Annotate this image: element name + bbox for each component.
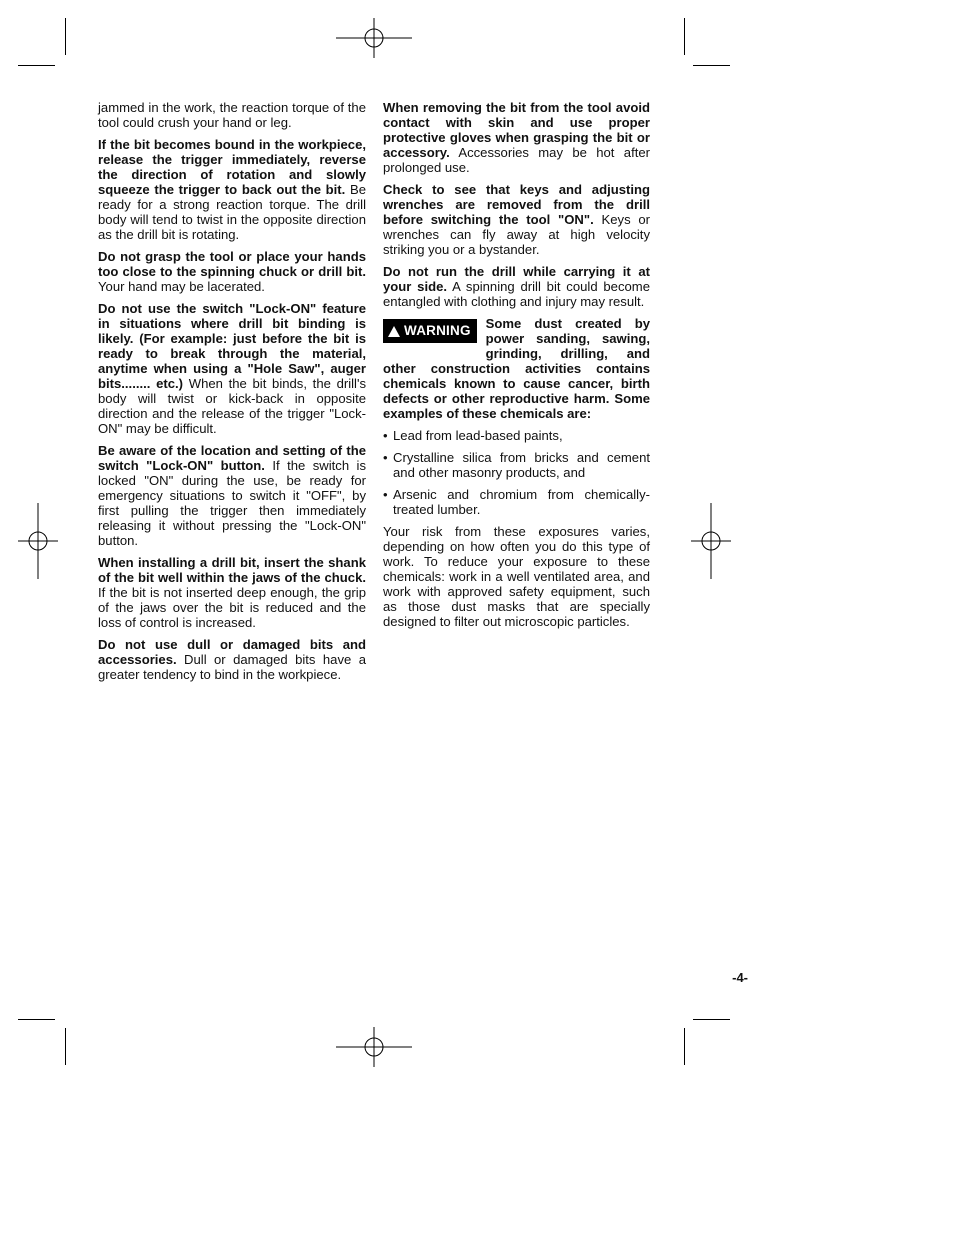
bold-instruction: Do not grasp the tool or place your hands too close to the spinning chuck or drill bit.	[98, 249, 366, 279]
list-item: • Crystalline silica from bricks and cement and other masonry products, and	[383, 450, 650, 480]
page-number: -4-	[732, 970, 748, 985]
right-column	[383, 100, 650, 636]
paragraph: jammed in the work, the reaction torque of the tool could crush your hand or leg.	[98, 100, 366, 130]
warning-triangle-icon	[388, 326, 400, 337]
warning-text: Some dust created by power sanding, sawing, grinding, drilling, and other construction activities contains chemicals known to cause cancer, birth defects or other reproductive harm. Some examples of these chemicals are:	[383, 316, 650, 421]
warning-badge: WARNING	[383, 319, 477, 343]
crop-mark	[684, 18, 685, 55]
bold-instruction: When installing a drill bit, insert the shank of the bit well within the jaws of the chuck.	[98, 555, 366, 585]
bold-instruction: Do not use the switch "Lock-ON" feature in situations where drill bit binding is likely. (For example: just before the bit is ready to break through the material, anytime when using a "Hole Saw", auger bits........ etc.)	[98, 301, 366, 391]
registration-mark-icon	[336, 0, 412, 76]
crop-mark	[693, 65, 730, 66]
paragraph: When installing a drill bit, insert the shank of the bit well within the jaws of the chuck. If the bit is not inserted deep enough, the grip of the jaws over the bit is reduced and the loss of control is increased.	[98, 555, 366, 630]
paragraph: Do not grasp the tool or place your hands too close to the spinning chuck or drill bit. Your hand may be lacerated.	[98, 249, 366, 294]
bold-instruction: Do not use dull or damaged bits and accessories.	[98, 637, 366, 667]
registration-mark-icon	[673, 503, 749, 579]
bullet-icon: •	[383, 428, 388, 443]
crop-mark	[684, 1028, 685, 1065]
bold-instruction: When removing the bit from the tool avoid contact with skin and use proper protective gloves when grasping the bit or accessory.	[383, 100, 650, 160]
registration-mark-icon	[0, 503, 76, 579]
list-item: • Lead from lead-based paints,	[383, 428, 563, 443]
paragraph: Your risk from these exposures varies, depending on how often you do this type of work. To reduce your exposure to these chemicals: work in a well ventilated area, and work with approved safety equipment, such as those dust masks that are specially designed to filter out microscopic particles.	[383, 524, 650, 629]
list-item: • Arsenic and chromium from chemically-treated lumber.	[383, 487, 650, 517]
bullet-icon: •	[383, 487, 388, 502]
warning-block	[383, 316, 650, 428]
paragraph: Do not use dull or damaged bits and accessories. Dull or damaged bits have a greater tendency to bind in the workpiece.	[98, 637, 366, 682]
left-column	[98, 100, 366, 689]
bullet-icon: •	[383, 450, 388, 465]
paragraph: Be aware of the location and setting of the switch "Lock-ON" button. If the switch is locked "ON" during the use, be ready for emergency situations to switch it "OFF", by first pulling the trigger then immediately releasing it without pressing the "Lock-ON" button.	[98, 443, 366, 548]
paragraph: Do not use the switch "Lock-ON" feature in situations where drill bit binding is likely. (For example: just before the bit is ready to break through the material, anytime when using a "Hole Saw", auger bits........ etc.) When the bit binds, the drill's body will twist or kick-back in opposite direction and the release of the trigger "Lock-ON" may be difficult.	[98, 301, 366, 436]
paragraph: If the bit becomes bound in the workpiece, release the trigger immediately, reverse the direction of rotation and slowly squeeze the trigger to back out the bit. Be ready for a strong reaction torque. The drill body will tend to twist in the opposite direction as the drill bit is rotating.	[98, 137, 366, 242]
bold-instruction: Be aware of the location and setting of the switch "Lock-ON" button.	[98, 443, 366, 473]
paragraph: Do not run the drill while carrying it at your side. A spinning drill bit could become entangled with clothing and injury may result.	[383, 264, 650, 309]
crop-mark	[18, 65, 55, 66]
crop-mark	[65, 18, 66, 55]
crop-mark	[693, 1019, 730, 1020]
bold-instruction: Check to see that keys and adjusting wrenches are removed from the drill before switching the tool "ON".	[383, 182, 650, 227]
registration-mark-icon	[336, 1009, 412, 1085]
crop-mark	[18, 1019, 55, 1020]
bold-instruction: If the bit becomes bound in the workpiece, release the trigger immediately, reverse the direction of rotation and slowly squeeze the trigger to back out the bit.	[98, 137, 366, 197]
paragraph: Check to see that keys and adjusting wrenches are removed from the drill before switching the tool "ON". Keys or wrenches can fly away at high velocity striking you or a bystander.	[383, 182, 651, 257]
bold-instruction: Do not run the drill while carrying it at your side.	[383, 264, 650, 294]
paragraph: When removing the bit from the tool avoid contact with skin and use proper protective gloves when grasping the bit or accessory. Accessories may be hot after prolonged use.	[383, 100, 650, 175]
crop-mark	[65, 1028, 66, 1065]
